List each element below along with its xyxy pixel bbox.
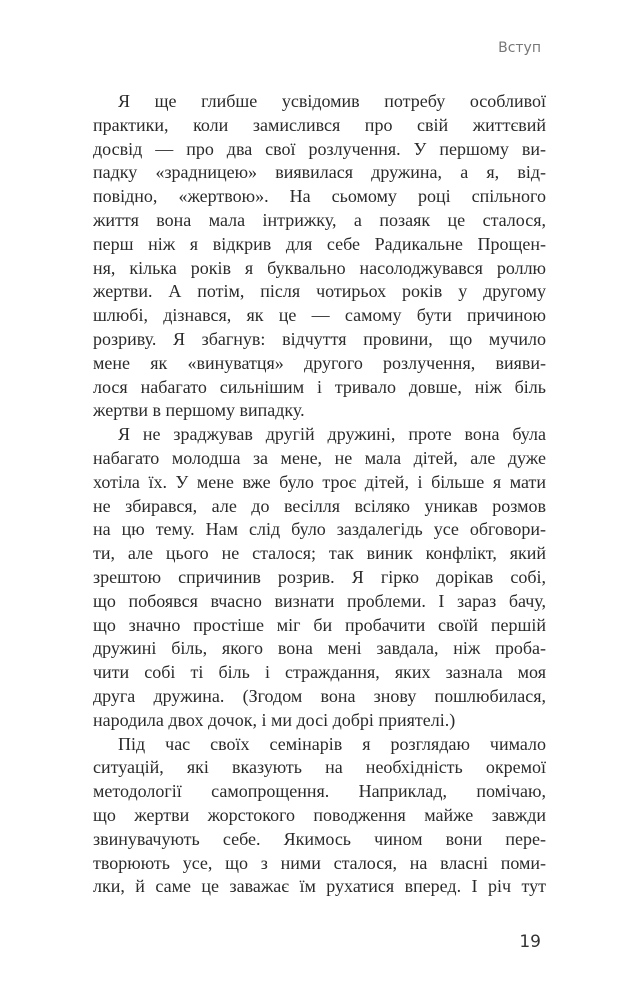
text-line: повідно, «жертвою». На сьомому році спільного [93, 186, 546, 207]
text-line: досвід — про два свої розлучення. У першому ви- [93, 138, 546, 159]
text-line: дружині біль, якого вона мені завдала, ніж проба- [93, 638, 546, 659]
paragraph [93, 423, 546, 732]
text-line: лки, й саме це заважає їм рухатися вперед. І річ тут [93, 876, 546, 897]
text-line: перш ніж я відкрив для себе Радикальне Прощен- [93, 233, 546, 254]
text-line: що побоявся вчасно визнати проблеми. І зараз бачу, [93, 590, 546, 611]
paragraph [93, 733, 546, 900]
running-header: Вступ [498, 40, 541, 56]
text-line: хотіла їх. У мене вже було троє дітей, і більше я мати [93, 471, 546, 492]
text-line: жертви в першому випадку. [93, 400, 305, 421]
text-line: що значно простіше міг би пробачити своїй першій [93, 614, 546, 635]
text-line: лося набагато сильнішим і тривало довше, ніж біль [93, 376, 546, 397]
text-line: жертви. А потім, після чотирьох років у другому [93, 281, 546, 302]
text-line: практики, коли замислився про свій життєвий [93, 114, 546, 135]
text-line: шлюбі, дізнався, як це — самому бути причиною [93, 305, 546, 326]
paragraph [93, 90, 546, 423]
text-line: творюють усе, що з ними сталося, на власні поми- [93, 852, 546, 873]
text-line: методології самопрощення. Наприклад, помічаю, [93, 781, 546, 802]
text-line: що жертви жорстокого поводження майже завжди [93, 804, 546, 825]
text-line: життя вона мала інтрижку, а позаяк це сталося, [93, 209, 546, 230]
page-number: 19 [519, 932, 541, 952]
text-line: Під час своїх семінарів я розглядаю чимало [118, 733, 546, 754]
text-line: зрештою спричинив розрив. Я гірко дорікав собі, [93, 566, 546, 587]
text-line: падку «зрадницею» виявилася дружина, а я, від- [93, 162, 546, 183]
text-line: не збирався, але до весілля всіляко уникав розмов [93, 495, 546, 516]
text-line: друга дружина. (Згодом вона знову пошлюбилася, [93, 685, 546, 706]
text-line: набагато молодша за мене, не мала дітей, але дуже [93, 447, 546, 468]
text-line: звинувачують себе. Якимось чином вони пере- [93, 828, 546, 849]
text-line: Я ще глибше усвідомив потребу особливої [118, 91, 546, 111]
text-line: розриву. Я збагнув: відчуття провини, що мучило [93, 328, 546, 349]
text-line: ситуацій, які вказують на необхідність окремої [93, 757, 546, 778]
text-line: Я не зраджував другій дружині, проте вона була [118, 424, 546, 445]
text-line: чити собі ті біль і страждання, яких зазнала моя [93, 662, 546, 683]
text-line: ня, кілька років я буквально насолоджувався роллю [93, 257, 546, 278]
text-line: народила двох дочок, і ми досі добрі приятелі.) [93, 709, 456, 730]
text-line: ти, але цього не сталося; так виник конфлікт, який [93, 543, 546, 564]
text-line: мене як «винуватця» другого розлучення, вияви- [93, 352, 546, 373]
body-text [93, 90, 546, 899]
text-line: на цю тему. Нам слід було заздалегідь усе обговори- [93, 519, 546, 540]
